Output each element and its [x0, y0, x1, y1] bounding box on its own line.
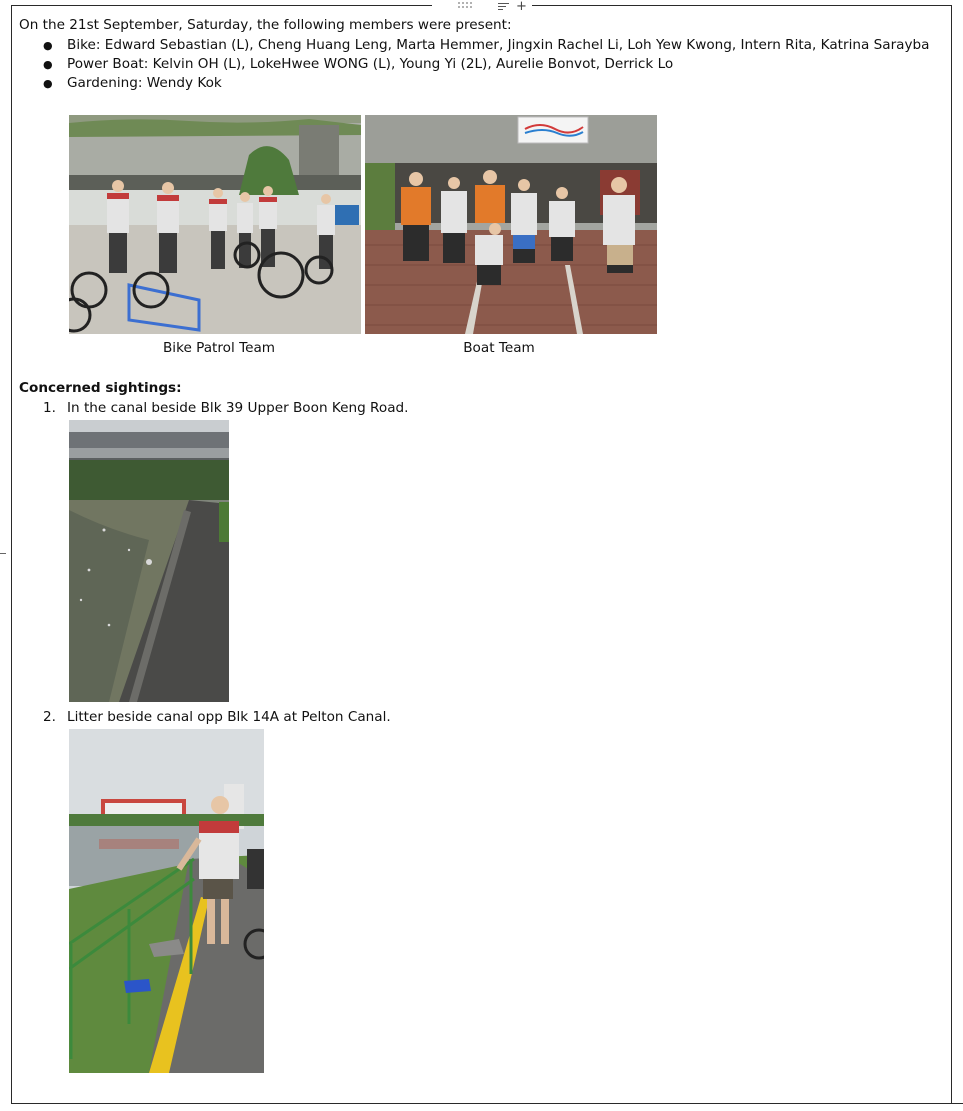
canal-sighting-photo-1 [69, 420, 229, 702]
intro-paragraph: On the 21st September, Saturday, the following members were present: [19, 17, 512, 33]
bullet-icon: ● [43, 58, 53, 71]
bike-team-caption: Bike Patrol Team [162, 340, 276, 356]
bullet-icon: ● [43, 39, 53, 52]
block-toolbar [432, 0, 532, 13]
members-power-boat: Power Boat: Kelvin OH (L), LokeHwee WONG (L), Young Yi (2L), Aurelie Bonvot, Derrick Lo [67, 56, 674, 72]
list-number: 2. [43, 709, 56, 725]
bullet-icon: ● [43, 77, 53, 90]
canal-sighting-photo-2 [69, 729, 264, 1073]
list-number: 1. [43, 400, 56, 416]
text-format-icon[interactable] [498, 2, 509, 11]
add-icon[interactable]: + [516, 0, 527, 14]
bike-patrol-team-photo [69, 115, 361, 334]
margin-marker [0, 553, 6, 554]
members-gardening: Gardening: Wendy Kok [67, 75, 222, 91]
boat-team-photo [365, 115, 657, 334]
boat-team-caption: Boat Team [463, 340, 535, 356]
sighting-2-text: Litter beside canal opp Blk 14A at Pelton Canal. [67, 709, 391, 725]
members-bike: Bike: Edward Sebastian (L), Cheng Huang Leng, Marta Hemmer, Jingxin Rachel Li, Loh Yew Kwong, Intern Rita, Katrina Sarayba [67, 37, 930, 53]
table-bottom-border [11, 1103, 963, 1104]
sighting-1-text: In the canal beside Blk 39 Upper Boon Keng Road. [67, 400, 409, 416]
sightings-heading: Concerned sightings: [19, 380, 182, 396]
drag-handle-icon[interactable] [458, 2, 472, 11]
